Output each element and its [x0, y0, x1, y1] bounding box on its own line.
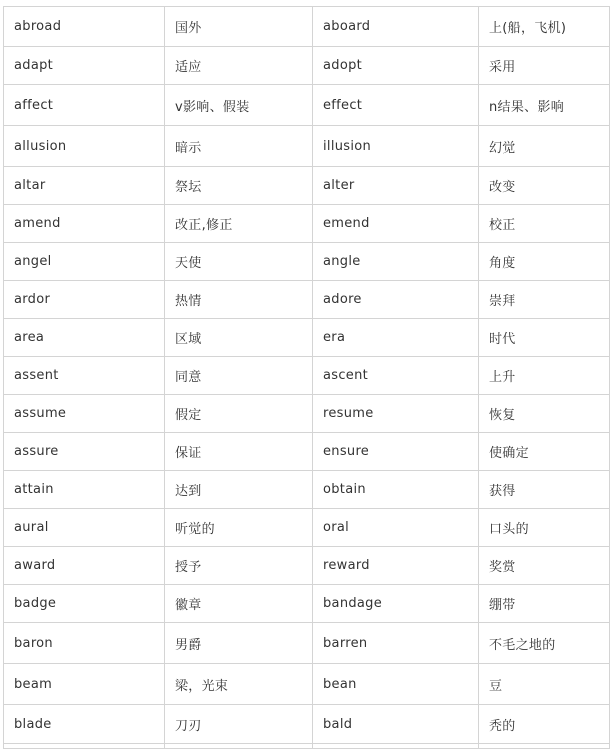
- meaning-b-cell: 采用: [479, 47, 610, 85]
- word-b-cell: illusion: [313, 126, 479, 167]
- meaning-a-cell: 男爵: [165, 623, 313, 664]
- table-row: [4, 167, 610, 205]
- table-row: [4, 664, 610, 705]
- vocabulary-table-container: [3, 6, 609, 749]
- meaning-a-cell: 国外: [165, 7, 313, 47]
- word-b-cell: era: [313, 319, 479, 357]
- table-row: [4, 7, 610, 47]
- meaning-a-cell: 梁，光束: [165, 664, 313, 705]
- word-a-cell: affect: [4, 85, 165, 126]
- word-b-cell: resume: [313, 395, 479, 433]
- word-a-cell: attain: [4, 471, 165, 509]
- word-a-cell: blade: [4, 705, 165, 744]
- word-a-cell: abroad: [4, 7, 165, 47]
- word-b-cell: alter: [313, 167, 479, 205]
- table-row: [4, 395, 610, 433]
- table-row: [4, 509, 610, 547]
- table-row: [4, 126, 610, 167]
- meaning-a-cell: 同意: [165, 357, 313, 395]
- table-row: [4, 281, 610, 319]
- meaning-b-cell: 崇拜: [479, 281, 610, 319]
- table-row: [4, 243, 610, 281]
- meaning-a-cell: 刀刃: [165, 705, 313, 744]
- meaning-a-cell: 保证: [165, 433, 313, 471]
- meaning-b-cell: 恢复: [479, 395, 610, 433]
- word-a-cell: baron: [4, 623, 165, 664]
- word-b-cell: reward: [313, 547, 479, 585]
- meaning-b-cell: n结果、影响: [479, 85, 610, 126]
- word-b-cell: adopt: [313, 47, 479, 85]
- meaning-b-cell: 获得: [479, 471, 610, 509]
- table-row: [4, 319, 610, 357]
- word-b-cell: effect: [313, 85, 479, 126]
- table-row: [4, 585, 610, 623]
- meaning-a-cell: v影响、假装: [165, 85, 313, 126]
- meaning-b-cell: 校正: [479, 205, 610, 243]
- meaning-a-cell: 热情: [165, 281, 313, 319]
- table-row: [4, 433, 610, 471]
- meaning-a-cell: 授予: [165, 547, 313, 585]
- word-a-cell: aural: [4, 509, 165, 547]
- meaning-a-cell: 区域: [165, 319, 313, 357]
- word-a-cell: assume: [4, 395, 165, 433]
- meaning-a-cell: 徽章: [165, 585, 313, 623]
- word-a-cell: ardor: [4, 281, 165, 319]
- word-b-cell: ensure: [313, 433, 479, 471]
- meaning-b-cell: 角度: [479, 243, 610, 281]
- meaning-b-cell: 不毛之地的: [479, 623, 610, 664]
- table-row: [4, 357, 610, 395]
- word-a-cell: assure: [4, 433, 165, 471]
- word-b-cell: bald: [313, 705, 479, 744]
- word-a-cell: assent: [4, 357, 165, 395]
- word-a-cell: award: [4, 547, 165, 585]
- meaning-a-cell: 假定: [165, 395, 313, 433]
- meaning-b-cell: 改变: [479, 167, 610, 205]
- word-b-cell: barren: [313, 623, 479, 664]
- meaning-a-cell: 达到: [165, 471, 313, 509]
- word-b-cell: adore: [313, 281, 479, 319]
- word-b-cell: oral: [313, 509, 479, 547]
- word-a-cell: amend: [4, 205, 165, 243]
- confusable-words-table: [3, 6, 610, 749]
- table-row: [4, 47, 610, 85]
- empty-cell: [479, 744, 610, 749]
- word-a-cell: beam: [4, 664, 165, 705]
- meaning-b-cell: 幻觉: [479, 126, 610, 167]
- meaning-a-cell: 听觉的: [165, 509, 313, 547]
- word-b-cell: obtain: [313, 471, 479, 509]
- table-row: [4, 623, 610, 664]
- word-a-cell: badge: [4, 585, 165, 623]
- meaning-b-cell: 秃的: [479, 705, 610, 744]
- word-a-cell: area: [4, 319, 165, 357]
- meaning-a-cell: 改正,修正: [165, 205, 313, 243]
- word-a-cell: adapt: [4, 47, 165, 85]
- word-b-cell: bandage: [313, 585, 479, 623]
- table-row: [4, 205, 610, 243]
- word-a-cell: allusion: [4, 126, 165, 167]
- word-a-cell: angel: [4, 243, 165, 281]
- meaning-b-cell: 时代: [479, 319, 610, 357]
- word-b-cell: aboard: [313, 7, 479, 47]
- table-row-partial: [4, 744, 610, 749]
- empty-cell: [4, 744, 165, 749]
- meaning-b-cell: 上(船，飞机): [479, 7, 610, 47]
- meaning-b-cell: 豆: [479, 664, 610, 705]
- table-row: [4, 705, 610, 744]
- table-row: [4, 471, 610, 509]
- meaning-a-cell: 天使: [165, 243, 313, 281]
- meaning-a-cell: 适应: [165, 47, 313, 85]
- word-b-cell: bean: [313, 664, 479, 705]
- word-a-cell: altar: [4, 167, 165, 205]
- empty-cell: [165, 744, 313, 749]
- table-row: [4, 547, 610, 585]
- meaning-b-cell: 口头的: [479, 509, 610, 547]
- meaning-b-cell: 绷带: [479, 585, 610, 623]
- word-b-cell: angle: [313, 243, 479, 281]
- meaning-a-cell: 暗示: [165, 126, 313, 167]
- word-b-cell: ascent: [313, 357, 479, 395]
- meaning-b-cell: 奖赏: [479, 547, 610, 585]
- empty-cell: [313, 744, 479, 749]
- meaning-b-cell: 使确定: [479, 433, 610, 471]
- word-b-cell: emend: [313, 205, 479, 243]
- table-row: [4, 85, 610, 126]
- meaning-b-cell: 上升: [479, 357, 610, 395]
- meaning-a-cell: 祭坛: [165, 167, 313, 205]
